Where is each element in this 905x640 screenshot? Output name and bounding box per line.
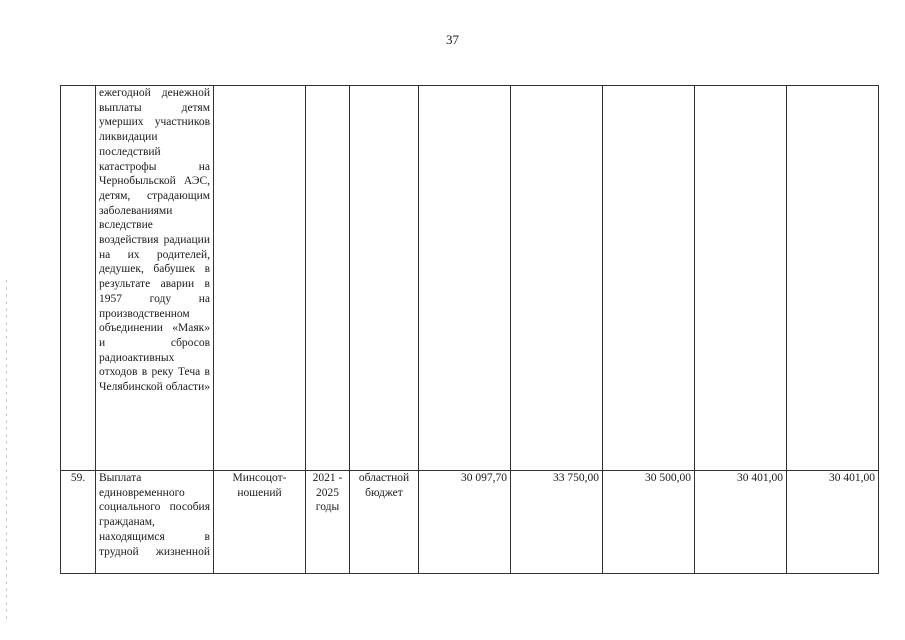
row-description: Выплата единовременного социального пособия гражданам, находящимся в трудной жизненной [96,471,214,574]
table-row [61,86,879,471]
row-amount-3 [603,86,695,471]
row-amount-5: 30 401,00 [787,471,879,574]
row-amount-1: 30 097,70 [419,471,511,574]
page-number: 37 [446,32,459,47]
row-funding-source: областной бюджет [350,471,419,574]
row-description: ежегодной денежной выплаты детям умерших участников ликвидации последствий катастрофы на Чернобыльской АЭС, детям, страдающим заболеваниями вследствие воздействия радиации на их родителей, дедушек, бабушек в результате аварии в 1957 году на производственном объединении «Маяк» и сбросов радиоактивных отходов в реку Теча в Челябинской области» [96,86,214,471]
row-period: 2021 - 2025 годы [306,471,350,574]
row-funding-source [350,86,419,471]
budget-table [60,85,879,574]
row-period [306,86,350,471]
row-executor [214,86,306,471]
row-amount-4: 30 401,00 [695,471,787,574]
row-executor: Минсоцот-ношений [214,471,306,574]
row-number [61,86,96,471]
row-amount-5 [787,86,879,471]
row-amount-3: 30 500,00 [603,471,695,574]
scan-edge-artifact [6,280,7,620]
row-amount-2 [511,86,603,471]
row-amount-1 [419,86,511,471]
table-row [61,471,879,574]
row-amount-4 [695,86,787,471]
row-amount-2: 33 750,00 [511,471,603,574]
row-number: 59. [61,471,96,574]
